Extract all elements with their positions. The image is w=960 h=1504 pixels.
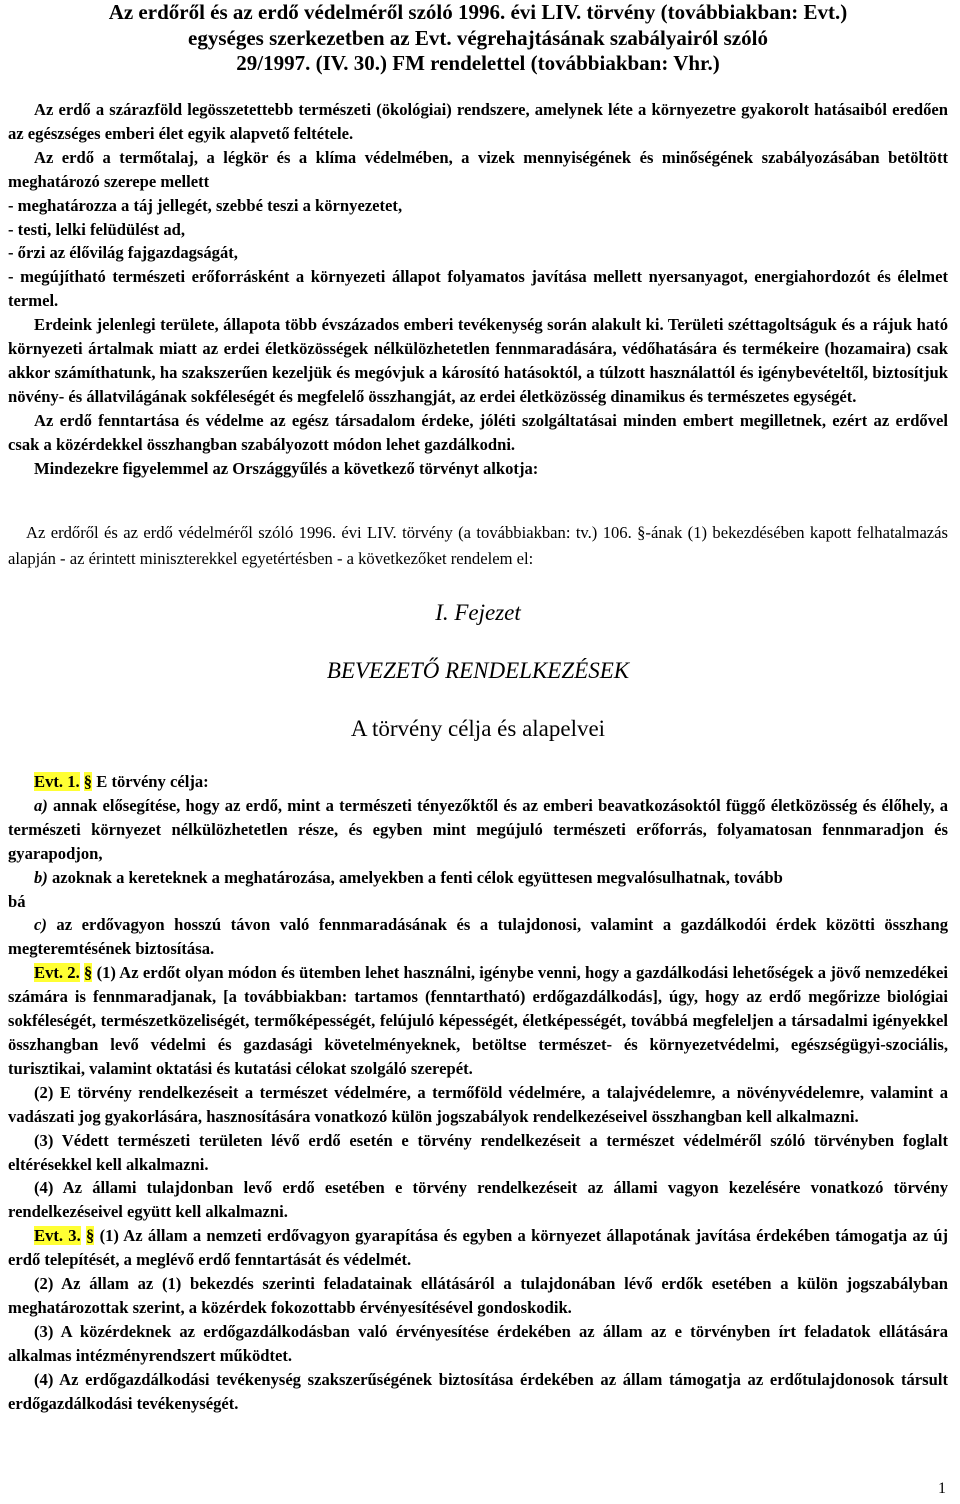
chapter-title: BEVEZETŐ RENDELKEZÉSEK bbox=[326, 658, 630, 683]
preamble-paragraph-4: Az erdő fenntartása és védelme az egész társadalom érdeke, jóléti szolgáltatásai minden embert megilletnek, ezért az erdővel csak a közérdekkel összhangban szabályozott módon lehet gazdálkodni. bbox=[8, 410, 948, 454]
preamble-bullet-4: - megújítható természeti erőforrásként a környezeti állapot folyamatos javítása mellett nyersanyagot, energiahordozót és élelmet termel. bbox=[8, 267, 948, 311]
page-number: 1 bbox=[938, 1480, 946, 1497]
provisions bbox=[8, 770, 948, 1415]
section-2-para-1-text: (1) Az erdőt olyan módon és ütemben lehet használni, igénybe venni, hogy a gazdálkodási lehetőségek a jövő nemzedékei számára is fennmaradjanak, [a továbbiakban: tartamos (fenntartható) erdőgazdálkodás], úgy, hogy az erdő megőrizze biológiai sokféleségét, természetközeliségét, termőképességét, felújuló képességét, életképességét, továbbá megfeleljen a társadalmi igényekkel összhangban levő védelmi és gazdasági követelményeknek, betöltse természet- és környezetvédelmi, egészségügyi-szociális, turisztikai, valamint oktatási és kutatási célokat szolgáló szerepét. bbox=[8, 963, 948, 1078]
section-3-para-1 bbox=[8, 1224, 948, 1272]
section-1-point-b-cont: bá bbox=[8, 891, 26, 911]
point-marker: a) bbox=[34, 795, 48, 815]
section-3-para-1-text: (1) Az állam a nemzeti erdővagyon gyarapítása és egyben a környezet állapotának javítása érdekében támogatja az új erdő telepítését, a meglévő erdő fenntartását és védelmét. bbox=[8, 1226, 949, 1270]
title-line-3: 29/1997. (IV. 30.) FM rendelettel (továbbiakban: Vhr.) bbox=[236, 51, 720, 75]
preamble-bullet-3: - őrzi az élővilág fajgazdagságát, bbox=[8, 243, 238, 263]
paragraph-sign: § bbox=[86, 1226, 95, 1246]
preamble-paragraph-3: Erdeink jelenlegi területe, állapota több évszázados emberi tevékenység során alakult ki. Területi széttagoltságuk és a rájuk ható környezeti ártalmak miatt az erdei életközösségek nélkülözhetetlen fennmaradására, védőhatására és termékeire (hozamaira) csak akkor számíthatunk, ha szakszerűen kezeljük és megóvjuk a károsító hatásoktól, a túlzott használattól és igénybevételtől, biztosítjuk növény- és állatvilágának sokféleségét és megfelelő összhangját, az erdei életközösség dinamikus és természetes egységét. bbox=[8, 315, 948, 406]
section-2-para-4: (4) Az állami tulajdonban levő erdő esetében e törvény rendelkezéseit az állami vagyon kezelésére vonatkozó törvény rendelkezéseivel együtt kell alkalmazni. bbox=[8, 1178, 948, 1222]
section-ref-highlight: Evt. 2. bbox=[34, 963, 80, 983]
paragraph-sign: § bbox=[84, 963, 93, 983]
section-3-para-2: (2) Az állam az (1) bekezdés szerinti feladatainak ellátásáról a tulajdonában lévő erdők esetében a külön jogszabályban meghatározottak szerint, a közérdek fokozottabb érvényesítésével gondoskodik. bbox=[8, 1274, 948, 1317]
section-ref-highlight: Evt. 3. bbox=[34, 1226, 81, 1246]
preamble bbox=[8, 98, 948, 481]
document-title bbox=[8, 0, 948, 77]
point-b-text: azoknak a kereteknek a meghatározása, amelyekben a fenti célok együttesen megvalósulhatnak, tovább bbox=[47, 867, 783, 887]
section-1-heading bbox=[8, 770, 948, 794]
preamble-paragraph-1: Az erdő a szárazföld legösszetettebb természeti (ökológiai) rendszere, amelynek léte a környezetre gyakorolt hatásaiból eredően az egészséges emberi élet egyik alapvető feltétele. bbox=[8, 100, 948, 143]
section-ref-highlight: Evt. 1. bbox=[34, 772, 80, 791]
title-line-2: egységes szerkezetben az Evt. végrehajtásának szabályairól szóló bbox=[188, 25, 768, 50]
section-2-para-1 bbox=[8, 961, 948, 1081]
paragraph-sign: § bbox=[83, 772, 93, 791]
chapter-number: I. Fejezet bbox=[435, 600, 521, 625]
point-marker: b) bbox=[34, 867, 48, 887]
preamble-paragraph-2: Az erdő a termőtalaj, a légkör és a klíma védelmében, a vizek mennyiségének és minőségének szabályozásában betöltött meghatározó szerepe mellett bbox=[8, 147, 948, 191]
point-c-text: az erdővagyon hosszú távon való fennmaradásának és a tulajdonosi, valamint a gazdálkodói érdek közötti összhang megteremtésének biztosítása. bbox=[8, 915, 948, 959]
preamble-bullet-1: - meghatározza a táj jellegét, szebbé teszi a környezetet, bbox=[8, 195, 403, 215]
point-marker: c) bbox=[34, 915, 47, 935]
section-1-point-c bbox=[8, 913, 948, 961]
title-line-1: Az erdőről és az erdő védelméről szóló 1996. évi LIV. törvény (továbbiakban: Evt.) bbox=[108, 0, 848, 24]
enactment-text: Az erdőről és az erdő védelméről szóló 1996. évi LIV. törvény (a továbbiakban: tv.) 106. §-ának (1) bekezdésében kapott felhatalmazás alapján - az érintett miniszterekkel egyetértésben - a következőket rendelem el: bbox=[8, 523, 948, 568]
preamble-bullet-2: - testi, lelki felüdülést ad, bbox=[8, 219, 185, 239]
section-2-para-3: (3) Védett természeti területen lévő erdő esetén e törvény rendelkezéseit a természet védelméről szóló törvényben foglalt eltérésekkel kell alkalmazni. bbox=[8, 1130, 948, 1174]
section-2-para-2: (2) E törvény rendelkezéseit a természet védelmére, a termőföld védelmére, a talajvédelemre, a növényvédelemre, valamint a vadászati jog gyakorlására, hasznosítására vonatkozó külön jogszabályok rendelkezéseivel összhangban kell alkalmazni. bbox=[8, 1082, 948, 1126]
point-a-text: annak elősegítése, hogy az erdő, mint a természeti tényezőktől és az emberi beavatkozásoktól függő életközösség és élőhely, a természeti környezet nélkülözhetetlen része, és egyben mint megújuló természeti erőforrás, folyamatosan fennmaradjon és gyarapodjon, bbox=[8, 795, 948, 863]
section-3-para-4: (4) Az erdőgazdálkodási tevékenység szakszerűségének biztosítása érdekében az állam támogatja az erdőtulajdonosok társult erdőgazdálkodási tevékenységét. bbox=[8, 1369, 948, 1413]
section-1-point-a bbox=[8, 794, 948, 866]
section-title: A törvény célja és alapelvei bbox=[350, 716, 606, 741]
section-3-para-3: (3) A közérdeknek az erdőgazdálkodásban való érvényesítése érdekében az állam az e törvényben írt feladatok ellátására alkalmas intézményrendszert működtet. bbox=[8, 1321, 948, 1365]
preamble-paragraph-5: Mindezekre figyelemmel az Országgyűlés a következő törvényt alkotja: bbox=[34, 458, 539, 478]
section-1-head-text: E törvény célja: bbox=[92, 772, 209, 791]
section-1-point-b bbox=[8, 866, 948, 890]
enactment-clause bbox=[8, 520, 948, 572]
